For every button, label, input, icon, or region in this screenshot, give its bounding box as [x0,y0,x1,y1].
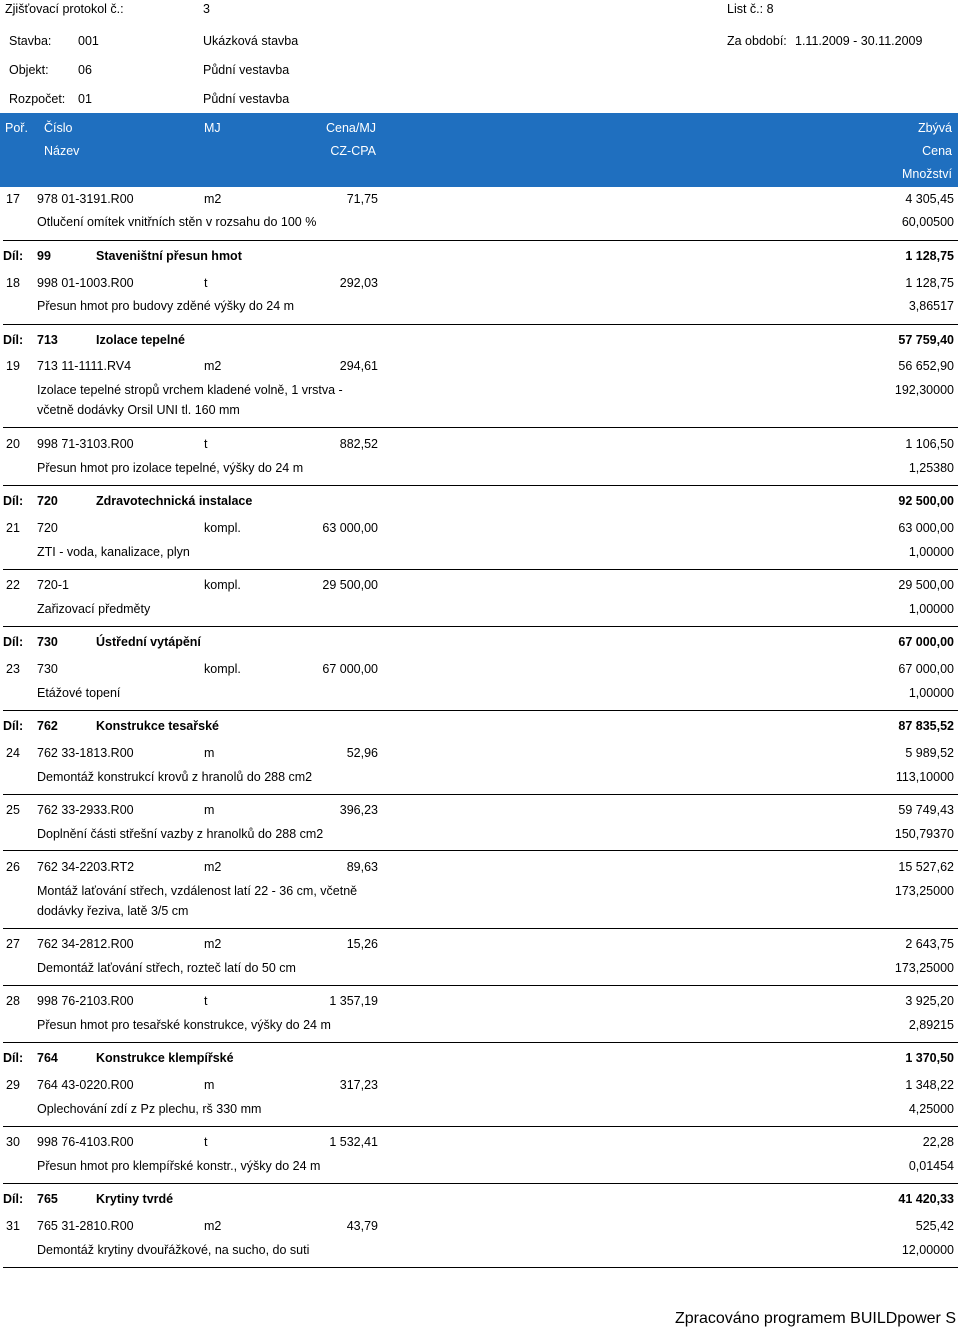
col-nazev: Název [44,144,80,158]
item-name: Demontáž krytiny dvouřážkové, na sucho, do suti [37,1243,310,1257]
item-quantity: 1,25380 [908,461,954,475]
item-code: 978 01-3191.R00 [37,192,134,206]
item-code: 762 34-2812.R00 [37,937,134,951]
item-code: 720-1 [37,578,69,592]
build-code: 001 [78,34,99,48]
row-divider [3,928,958,929]
row-divider [3,626,958,627]
item-unit-price: 292,03 [339,276,378,290]
item-name-continued: včetně dodávky Orsil UNI tl. 160 mm [37,403,240,417]
col-cislo: Číslo [44,121,73,135]
item-unit: kompl. [204,578,241,592]
item-code: 762 33-1813.R00 [37,746,134,760]
budget-code: 01 [78,92,92,106]
item-name: ZTI - voda, kanalizace, plyn [37,545,190,559]
item-total: 22,28 [922,1135,954,1149]
item-quantity: 0,01454 [908,1159,954,1173]
col-mj: MJ [204,121,221,135]
section-code: 765 [37,1192,58,1206]
item-quantity: 1,00000 [908,545,954,559]
item-code: 730 [37,662,58,676]
item-quantity: 60,00500 [901,215,954,229]
row-divider [3,850,958,851]
item-order: 23 [6,662,20,676]
item-name: Otlučení omítek vnitřních stěn v rozsahu do 100 % [37,215,317,229]
col-mnozstvi: Množství [901,167,952,181]
item-total: 1 128,75 [905,276,954,290]
item-order: 27 [6,937,20,951]
row-divider [3,1267,958,1268]
section-label: Díl: [3,635,24,649]
section-code: 99 [37,249,51,263]
item-order: 26 [6,860,20,874]
col-cz-cpa: CZ-CPA [330,144,376,158]
item-quantity: 150,79370 [894,827,954,841]
section-name: Staveništní přesun hmot [96,249,242,263]
section-label: Díl: [3,494,24,508]
item-unit-price: 1 357,19 [329,994,378,1008]
item-unit-price: 882,52 [339,437,378,451]
item-order: 24 [6,746,20,760]
item-total: 3 925,20 [905,994,954,1008]
row-divider [3,1042,958,1043]
item-order: 22 [6,578,20,592]
section-code: 762 [37,719,58,733]
item-total: 2 643,75 [905,937,954,951]
item-name: Demontáž laťování střech, rozteč latí do 50 cm [37,961,296,975]
item-code: 762 33-2933.R00 [37,803,134,817]
item-quantity: 12,00000 [901,1243,954,1257]
item-code: 998 76-4103.R00 [37,1135,134,1149]
protocol-label: Zjišťovací protokol č.: [5,2,124,16]
protocol-number: 3 [203,2,210,16]
item-total: 59 749,43 [898,803,954,817]
section-name: Konstrukce klempířské [96,1051,234,1065]
row-divider [3,1183,958,1184]
item-code: 765 31-2810.R00 [37,1219,134,1233]
section-label: Díl: [3,1192,24,1206]
item-name: Zařizovací předměty [37,602,151,616]
item-unit: t [204,276,208,290]
row-divider [3,427,958,428]
item-unit: m [204,746,215,760]
item-unit: t [204,994,208,1008]
item-code: 998 71-3103.R00 [37,437,134,451]
item-unit-price: 294,61 [339,359,378,373]
row-divider [3,710,958,711]
item-name: Izolace tepelné stropů vrchem kladené volně, 1 vrstva - [37,383,343,397]
row-divider [3,569,958,570]
item-unit-price: 71,75 [346,192,378,206]
item-order: 30 [6,1135,20,1149]
section-code: 713 [37,333,58,347]
item-quantity: 1,00000 [908,602,954,616]
object-name: Půdní vestavba [203,63,290,77]
section-name: Izolace tepelné [96,333,185,347]
section-name: Ústřední vytápění [96,635,201,649]
budget-name: Půdní vestavba [203,92,290,106]
section-total: 87 835,52 [898,719,954,733]
item-total: 525,42 [915,1219,954,1233]
object-label: Objekt: [9,63,49,77]
item-total: 63 000,00 [898,521,954,535]
item-total: 1 348,22 [905,1078,954,1092]
item-order: 18 [6,276,20,290]
item-unit: t [204,1135,208,1149]
section-total: 67 000,00 [898,635,954,649]
item-unit-price: 52,96 [346,746,378,760]
section-name: Konstrukce tesařské [96,719,219,733]
item-unit-price: 1 532,41 [329,1135,378,1149]
item-unit: m [204,1078,215,1092]
item-quantity: 192,30000 [894,383,954,397]
section-label: Díl: [3,1051,24,1065]
item-order: 31 [6,1219,20,1233]
item-unit-price: 63 000,00 [322,521,378,535]
item-order: 29 [6,1078,20,1092]
section-code: 764 [37,1051,58,1065]
item-unit-price: 317,23 [339,1078,378,1092]
item-quantity: 2,89215 [908,1018,954,1032]
footer-credit: Zpracováno programem BUILDpower S [674,1310,956,1327]
item-unit: t [204,437,208,451]
item-code: 720 [37,521,58,535]
item-unit: m2 [204,937,222,951]
item-quantity: 173,25000 [894,884,954,898]
section-code: 730 [37,635,58,649]
item-name: Demontáž konstrukcí krovů z hranolů do 288 cm2 [37,770,313,784]
col-por: Poř. [5,121,28,135]
item-quantity: 3,86517 [908,299,954,313]
row-divider [3,324,958,325]
item-code: 764 43-0220.R00 [37,1078,134,1092]
item-quantity: 173,25000 [894,961,954,975]
budget-label: Rozpočet: [9,92,66,106]
item-unit-price: 89,63 [346,860,378,874]
item-quantity: 4,25000 [908,1102,954,1116]
item-unit-price: 15,26 [346,937,378,951]
item-name: Etážové topení [37,686,121,700]
item-unit: kompl. [204,521,241,535]
row-divider [3,485,958,486]
period-value: 1.11.2009 - 30.11.2009 [795,34,923,48]
sheet-number: List č.: 8 [727,2,774,16]
item-total: 67 000,00 [898,662,954,676]
item-total: 5 989,52 [905,746,954,760]
item-unit: kompl. [204,662,241,676]
section-total: 1 370,50 [905,1051,954,1065]
item-unit: m2 [204,359,222,373]
item-name-continued: dodávky řeziva, latě 3/5 cm [37,904,189,918]
build-label: Stavba: [9,34,52,48]
item-total: 1 106,50 [905,437,954,451]
item-unit-price: 396,23 [339,803,378,817]
section-total: 41 420,33 [898,1192,954,1206]
item-name: Přesun hmot pro tesařské konstrukce, výšky do 24 m [37,1018,331,1032]
row-divider [3,794,958,795]
period-label: Za období: [727,34,787,48]
item-name: Přesun hmot pro izolace tepelné, výšky do 24 m [37,461,304,475]
item-name: Oplechování zdí z Pz plechu, rš 330 mm [37,1102,262,1116]
item-quantity: 113,10000 [895,770,954,784]
section-label: Díl: [3,719,24,733]
item-unit-price: 67 000,00 [322,662,378,676]
section-total: 92 500,00 [898,494,954,508]
item-code: 713 11-1111.RV4 [37,359,132,373]
item-total: 29 500,00 [898,578,954,592]
item-order: 21 [6,521,20,535]
item-unit: m2 [204,1219,222,1233]
item-order: 25 [6,803,20,817]
section-name: Krytiny tvrdé [96,1192,174,1206]
section-name: Zdravotechnická instalace [96,494,253,508]
row-divider [3,240,958,241]
item-order: 19 [6,359,20,373]
section-total: 1 128,75 [905,249,954,263]
item-order: 17 [6,192,20,206]
table-header [0,113,958,187]
item-name: Montáž laťování střech, vzdálenost latí 22 - 36 cm, včetně [37,884,358,898]
col-zbyva: Zbývá [917,121,952,135]
item-unit-price: 43,79 [346,1219,378,1233]
item-name: Přesun hmot pro klempířské konstr., výšky do 24 m [37,1159,321,1173]
section-label: Díl: [3,249,24,263]
item-unit-price: 29 500,00 [322,578,378,592]
build-name: Ukázková stavba [203,34,299,48]
col-cena: Cena [922,144,952,158]
object-code: 06 [78,63,92,77]
section-label: Díl: [3,333,24,347]
col-cena-mj: Cena/MJ [325,121,376,135]
item-code: 998 01-1003.R00 [37,276,134,290]
item-total: 56 652,90 [898,359,954,373]
row-divider [3,985,958,986]
item-quantity: 1,00000 [908,686,954,700]
item-code: 998 76-2103.R00 [37,994,134,1008]
row-divider [3,1126,958,1127]
item-total: 15 527,62 [898,860,954,874]
item-unit: m [204,803,215,817]
item-name: Přesun hmot pro budovy zděné výšky do 24 m [37,299,295,313]
item-unit: m2 [204,860,222,874]
item-order: 20 [6,437,20,451]
item-unit: m2 [204,192,222,206]
item-code: 762 34-2203.RT2 [37,860,135,874]
section-code: 720 [37,494,58,508]
item-order: 28 [6,994,20,1008]
section-total: 57 759,40 [898,333,954,347]
item-total: 4 305,45 [905,192,954,206]
item-name: Doplnění části střešní vazby z hranolků do 288 cm2 [37,827,324,841]
